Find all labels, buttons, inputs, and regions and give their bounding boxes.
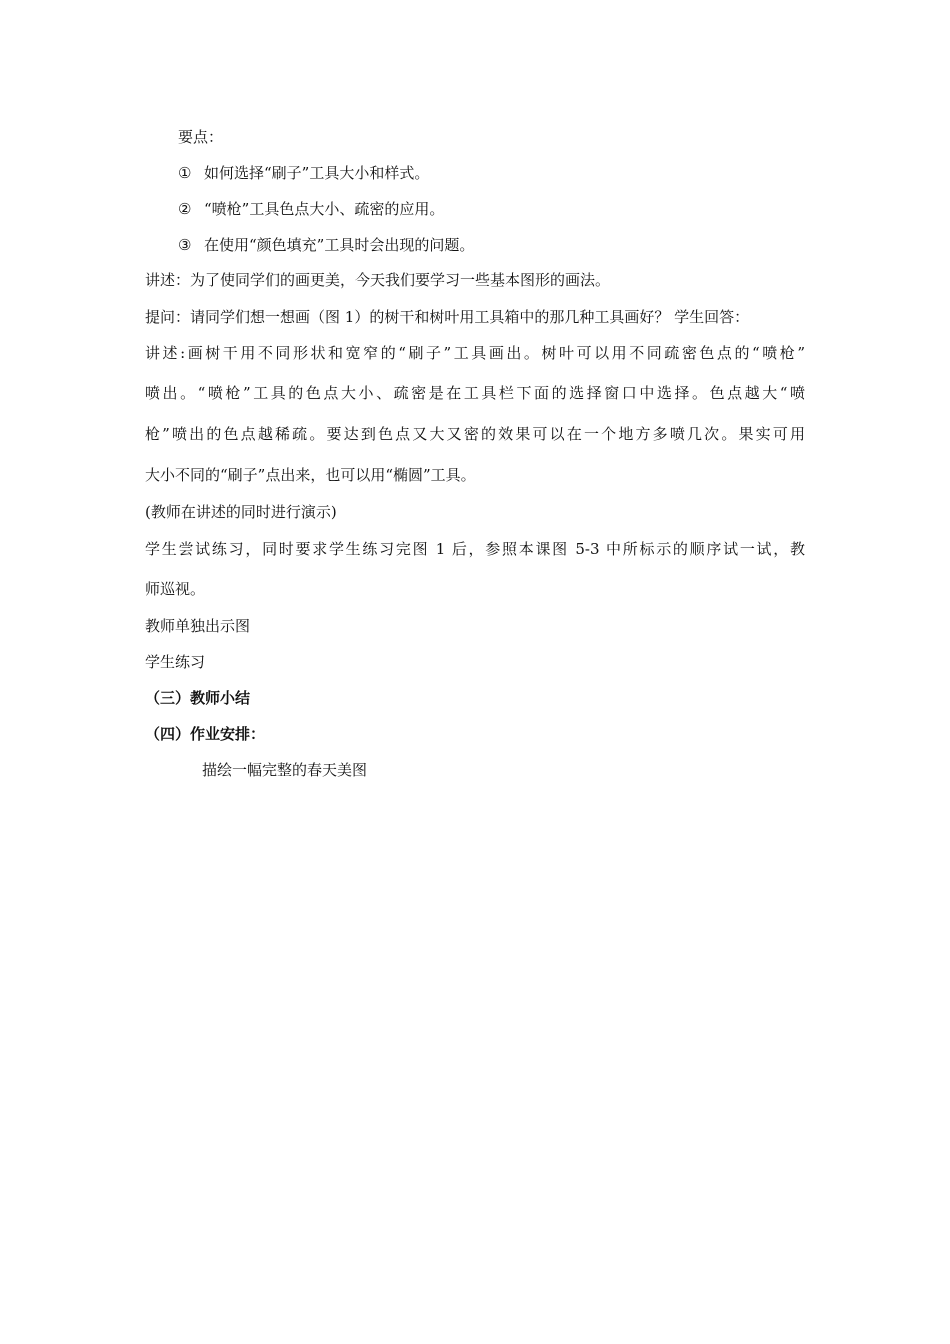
key-point-2 [178, 199, 444, 219]
homework-line: 描绘一幅完整的春天美图 [202, 761, 368, 779]
explanation-line-4: 大小不同的“刷子”点出来，也可以用“椭圆”工具。 [145, 466, 476, 484]
practice-line-1: 学生尝试练习，同时要求学生练习完图 1 后，参照本课图 5-3 中所标示的顺序试一试，教 [145, 540, 805, 558]
question-paragraph: 提问：请同学们想一想画（图 1）的树干和树叶用工具箱中的那几种工具画好？ 学生回答： [145, 308, 750, 326]
key-point-text: 在使用“颜色填充”工具时会出现的问题。 [204, 236, 475, 254]
student-practice-line: 学生练习 [145, 653, 206, 671]
practice-line-2: 师巡视。 [145, 580, 206, 598]
key-point-marker: ③ [178, 236, 192, 254]
key-points-heading: 要点： [178, 128, 224, 146]
teacher-show-line: 教师单独出示图 [145, 617, 251, 635]
intro-paragraph: 讲述：为了使同学们的画更美，今天我们要学习一些基本图形的画法。 [145, 271, 611, 289]
explanation-line-1: 讲述:画树干用不同形状和宽窄的“刷子”工具画出。树叶可以用不同疏密色点的“喷枪” [145, 344, 805, 362]
key-point-text: 如何选择“刷子”工具大小和样式。 [204, 164, 430, 182]
key-point-1 [178, 163, 429, 183]
key-point-marker: ② [178, 200, 192, 218]
teacher-demo-note: (教师在讲述的同时进行演示) [145, 503, 337, 521]
explanation-line-3: 枪”喷出的色点越稀疏。要达到色点又大又密的效果可以在一个地方多喷几次。果实可用 [145, 425, 805, 443]
section-3-heading: （三）教师小结 [145, 689, 251, 707]
key-point-text: “喷枪”工具色点大小、疏密的应用。 [204, 200, 445, 218]
section-4-heading: （四）作业安排： [145, 725, 266, 743]
explanation-line-2: 喷出。“喷枪”工具的色点大小、疏密是在工具栏下面的选择窗口中选择。色点越大“喷 [145, 384, 805, 402]
key-point-marker: ① [178, 164, 192, 182]
key-point-3 [178, 235, 474, 255]
